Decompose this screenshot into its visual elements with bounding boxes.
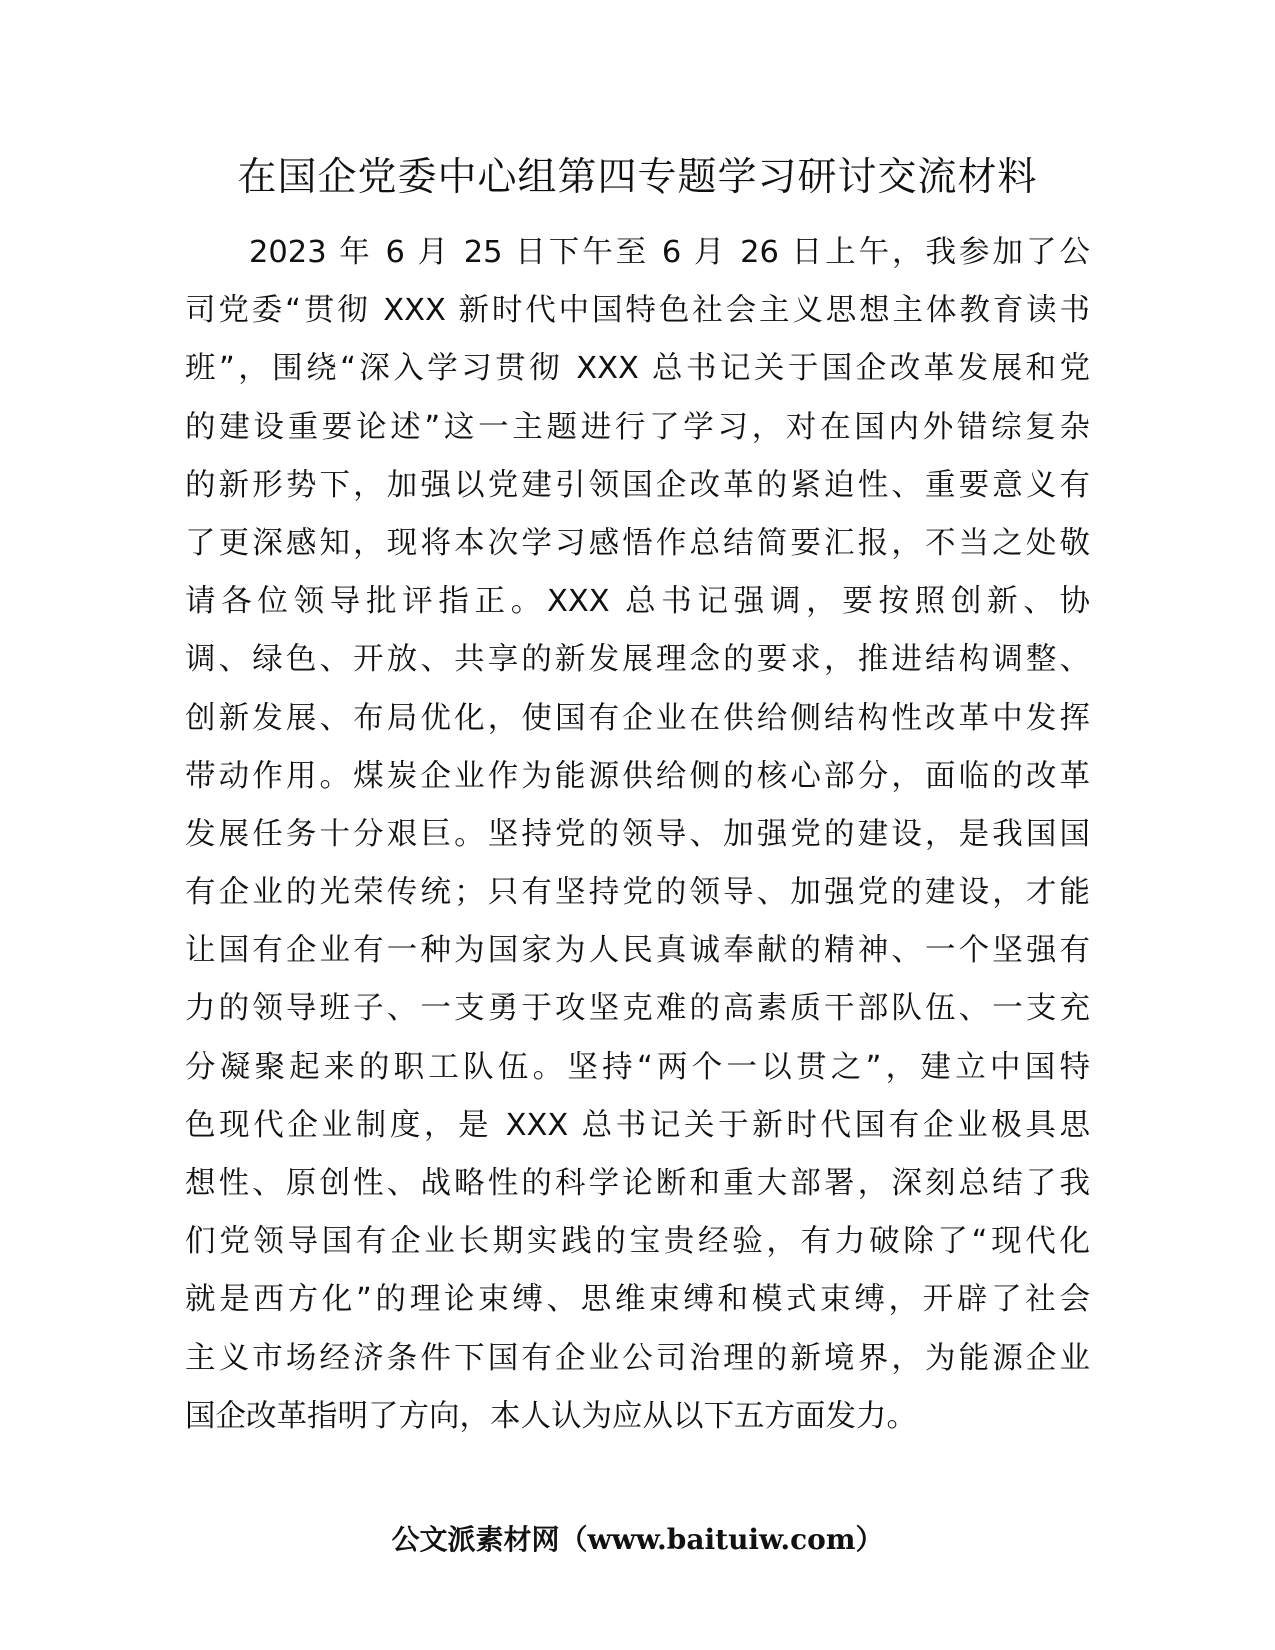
body-line: 力的领导班子、一支勇于攻坚克难的高素质干部队伍、一支充	[185, 991, 1090, 1027]
document-title: 在国企党委中心组第四专题学习研讨交流材料	[237, 155, 1038, 200]
body-line: 司党委“贯彻 XXX 新时代中国特色社会主义思想主体教育读书	[185, 293, 1090, 329]
body-line: 想性、原创性、战略性的科学论断和重大部署，深刻总结了我	[185, 1166, 1090, 1201]
body-line: 主义市场经济条件下国有企业公司治理的新境界，为能源企业	[185, 1340, 1090, 1376]
body-line: 班”，围绕“深入学习贯彻 XXX 总书记关于国企改革发展和党	[185, 351, 1090, 387]
body-line: 发展任务十分艰巨。坚持党的领导、加强党的建设，是我国国	[185, 816, 1090, 852]
body-line: 创新发展、布局优化，使国有企业在供给侧结构性改革中发挥	[185, 700, 1090, 736]
body-line: 们党领导国有企业长期实践的宝贵经验，有力破除了“现代化	[185, 1224, 1090, 1260]
body-line: 了更深感知，现将本次学习感悟作总结简要汇报，不当之处敬	[185, 525, 1090, 561]
document-body	[185, 224, 1090, 1446]
body-line: 国企改革指明了方向，本人认为应从以下五方面发力。	[185, 1398, 917, 1434]
body-line: 调、绿色、开放、共享的新发展理念的要求，推进结构调整、	[185, 642, 1090, 678]
body-line: 色现代企业制度，是 XXX 总书记关于新时代国有企业极具思	[185, 1107, 1090, 1143]
body-line: 分凝聚起来的职工队伍。坚持“两个一以贯之”，建立中国特	[185, 1049, 1090, 1085]
body-line: 请各位领导批评指正。XXX 总书记强调，要按照创新、协	[185, 584, 1090, 620]
body-line: 就是西方化”的理论束缚、思维束缚和模式束缚，开辟了社会	[185, 1282, 1090, 1318]
body-line: 让国有企业有一种为国家为人民真诚奉献的精神、一个坚强有	[185, 933, 1090, 969]
body-line: 的新形势下，加强以党建引领国企改革的紧迫性、重要意义有	[185, 467, 1090, 503]
body-line: 有企业的光荣传统；只有坚持党的领导、加强党的建设，才能	[185, 875, 1090, 911]
body-line: 2023 年 6 月 25 日下午至 6 月 26 日上午，我参加了公	[249, 235, 1090, 270]
footer-watermark: 公文派素材网（www.baituiw.com）	[391, 1523, 884, 1556]
body-line: 带动作用。煤炭企业作为能源供给侧的核心部分，面临的改革	[185, 758, 1090, 794]
body-line: 的建设重要论述”这一主题进行了学习，对在国内外错综复杂	[185, 409, 1090, 445]
